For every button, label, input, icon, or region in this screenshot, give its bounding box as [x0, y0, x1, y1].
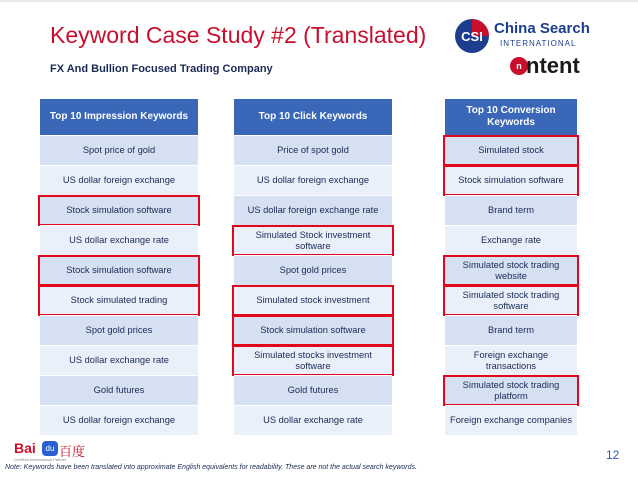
keyword-cell: Simulated Stock investment software — [234, 225, 392, 255]
keyword-cell: Gold futures — [40, 375, 198, 405]
keyword-cell: Gold futures — [234, 375, 392, 405]
impression-keywords-column — [40, 99, 198, 435]
ntent-mark-icon: n — [510, 57, 528, 75]
keyword-cell: Spot price of gold — [40, 135, 198, 165]
keyword-cell: US dollar exchange rate — [40, 225, 198, 255]
footnote: Note: Keywords have been translated into approximate English equivalents for readability. These are not the actual search keywords. — [5, 464, 417, 471]
keyword-cell: Stock simulated trading — [40, 285, 198, 315]
keyword-cell: Stock simulation software — [445, 165, 577, 195]
column-header: Top 10 Conversion Keywords — [445, 99, 577, 135]
china-search-mark-text: CSI — [461, 29, 483, 44]
keyword-cell: Stock simulation software — [234, 315, 392, 345]
china-search-name: China Search — [494, 20, 590, 37]
page-number: 12 — [606, 448, 620, 462]
keyword-cell: Brand term — [445, 195, 577, 225]
keyword-cell: Stock simulation software — [40, 255, 198, 285]
keyword-cell: Stock simulation software — [40, 195, 198, 225]
baidu-paw-icon: du — [42, 441, 58, 456]
keyword-cell: US dollar foreign exchange — [40, 165, 198, 195]
ntent-wordmark: ntent — [526, 53, 580, 78]
baidu-certification: Certified International Partner — [14, 457, 67, 462]
china-search-sub: INTERNATIONAL — [500, 39, 577, 48]
keyword-cell: Simulated stocks investment software — [234, 345, 392, 375]
keyword-cell: Foreign exchange companies — [445, 405, 577, 435]
keyword-cell: Spot gold prices — [40, 315, 198, 345]
keyword-cell: Price of spot gold — [234, 135, 392, 165]
baidu-logo — [14, 440, 94, 462]
click-keywords-column — [234, 99, 392, 435]
china-search-mark-icon — [452, 16, 496, 56]
china-search-logo — [452, 16, 612, 52]
column-header: Top 10 Impression Keywords — [40, 99, 198, 135]
keyword-cell: Simulated stock investment — [234, 285, 392, 315]
conversion-keywords-column — [445, 99, 577, 435]
keyword-cell: Spot gold prices — [234, 255, 392, 285]
baidu-wordmark: Bai — [14, 440, 36, 456]
ntent-logo — [510, 55, 610, 79]
page-title: Keyword Case Study #2 (Translated) — [50, 22, 427, 48]
column-header: Top 10 Click Keywords — [234, 99, 392, 135]
keyword-cell: US dollar exchange rate — [234, 405, 392, 435]
keyword-cell: Simulated stock — [445, 135, 577, 165]
keyword-cell: Simulated stock trading website — [445, 255, 577, 285]
keyword-cell: Simulated stock trading software — [445, 285, 577, 315]
top-rule — [0, 0, 638, 2]
page-subtitle: FX And Bullion Focused Trading Company — [50, 63, 273, 75]
keyword-cell: US dollar foreign exchange — [40, 405, 198, 435]
keyword-cell: Foreign exchange transactions — [445, 345, 577, 375]
keyword-cell: US dollar exchange rate — [40, 345, 198, 375]
keyword-cell: US dollar foreign exchange — [234, 165, 392, 195]
baidu-chinese-mark: 百度 — [59, 445, 86, 460]
keyword-cell: Brand term — [445, 315, 577, 345]
keyword-cell: Simulated stock trading platform — [445, 375, 577, 405]
keyword-cell: US dollar foreign exchange rate — [234, 195, 392, 225]
keyword-cell: Exchange rate — [445, 225, 577, 255]
